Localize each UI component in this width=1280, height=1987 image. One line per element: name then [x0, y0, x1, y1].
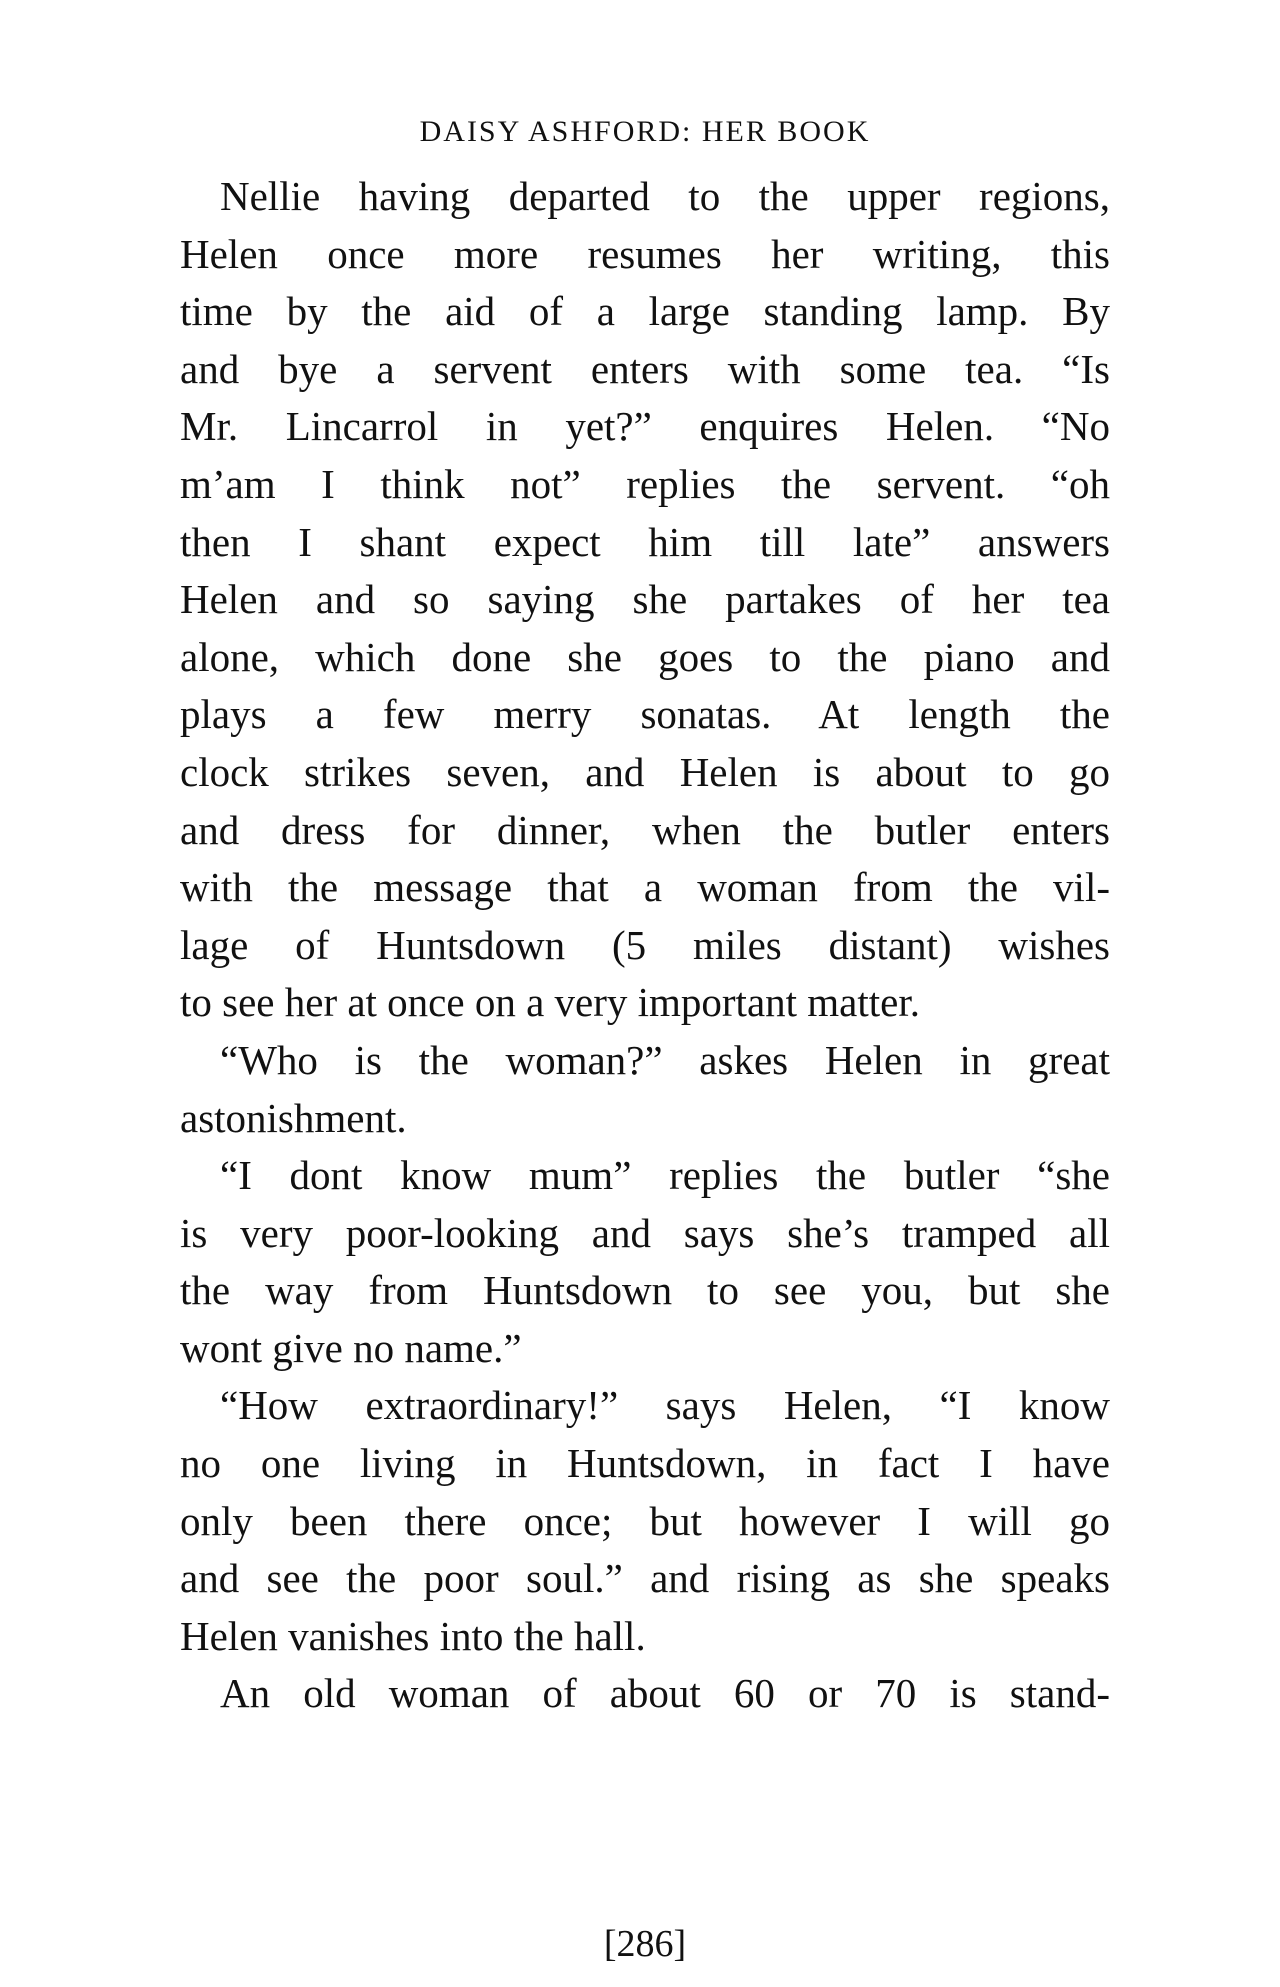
text-line: lage of Huntsdown (5 miles distant) wishes [180, 921, 1110, 968]
text-line: plays a few merry sonatas. At length the [180, 691, 1110, 738]
text-line: time by the aid of a large standing lamp. By [180, 288, 1110, 335]
text-line: is very poor-looking and says she’s tramped all [180, 1209, 1110, 1256]
text-line: Mr. Lincarrol in yet?” enquires Helen. “No [180, 403, 1110, 450]
text-line: and see the poor soul.” and rising as she speaks [180, 1555, 1110, 1602]
text-line: with the message that a woman from the vil- [180, 864, 1110, 911]
text-line: “Who is the woman?” askes Helen in great [220, 1036, 1110, 1083]
text-line: and bye a servent enters with some tea. “Is [180, 345, 1110, 392]
text-line: the way from Huntsdown to see you, but she [180, 1267, 1110, 1314]
text-line: no one living in Huntsdown, in fact I have [180, 1440, 1110, 1487]
text-line: alone, which done she goes to the piano and [180, 633, 1110, 680]
text-line: and dress for dinner, when the butler enters [180, 806, 1110, 853]
page-number: [286] [603, 1923, 687, 1965]
text-line: Helen and so saying she partakes of her tea [180, 576, 1110, 623]
text-line: then I shant expect him till late” answers [180, 518, 1110, 565]
body-text [180, 168, 1110, 1723]
text-line: clock strikes seven, and Helen is about to go [180, 748, 1110, 795]
text-line: Helen once more resumes her writing, this [180, 230, 1110, 277]
running-head: DAISY ASHFORD: HER BOOK [419, 115, 871, 148]
text-line: Nellie having departed to the upper regions, [220, 173, 1110, 219]
text-line: wont give no name.” [180, 1324, 522, 1371]
text-line: only been there once; but however I will go [180, 1497, 1110, 1544]
text-line: astonishment. [180, 1094, 407, 1141]
text-line: “How extraordinary!” says Helen, “I know [220, 1382, 1110, 1429]
text-line: “I dont know mum” replies the butler “she [220, 1152, 1110, 1199]
text-line: to see her at once on a very important matter. [180, 979, 921, 1026]
text-line: Helen vanishes into the hall. [180, 1612, 646, 1659]
text-line: m’am I think not” replies the servent. “oh [180, 460, 1110, 507]
text-line: An old woman of about 60 or 70 is stand- [220, 1670, 1110, 1717]
